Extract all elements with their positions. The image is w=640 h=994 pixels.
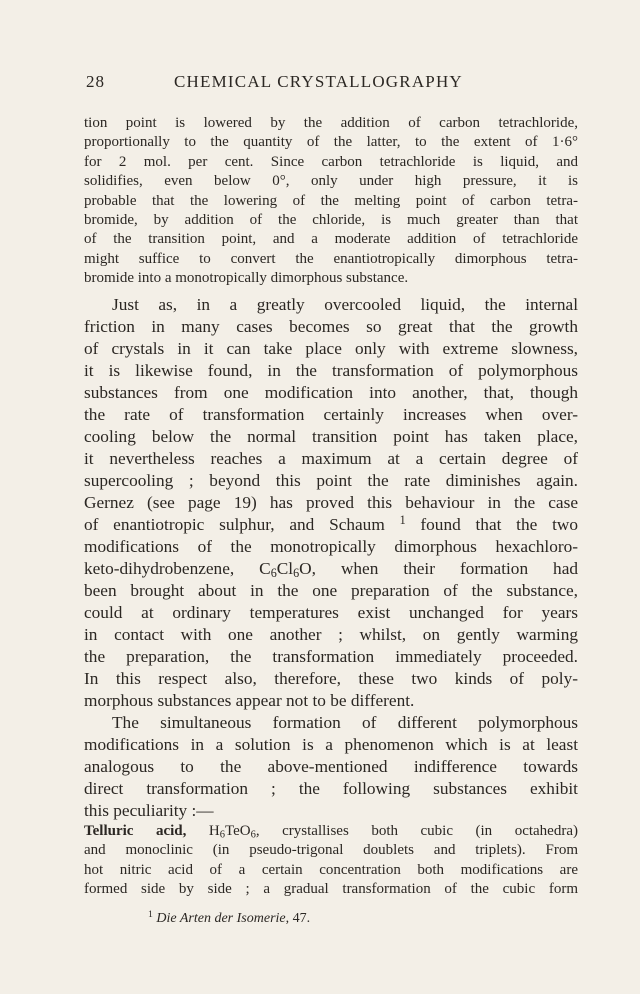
text-line: morphous substances appear not to be different. bbox=[84, 691, 415, 710]
footnote-marker: 1 bbox=[148, 909, 153, 921]
text-line: cooling below the normal transition point has taken place, bbox=[84, 427, 578, 446]
text-line: friction in many cases becomes so great that the growth bbox=[84, 317, 578, 336]
text-line bbox=[84, 514, 578, 536]
page-number: 28 bbox=[86, 72, 105, 91]
text-line: of crystals in it can take place only with extreme slowness, bbox=[84, 339, 578, 358]
text-line bbox=[84, 822, 578, 841]
text-line: hot nitric acid of a certain concentration both modifications are bbox=[84, 861, 578, 878]
footnote-page: , 47. bbox=[285, 911, 311, 926]
text-fragment: of enantiotropic sulphur, and Schaum bbox=[84, 515, 385, 534]
paragraph-continuation bbox=[84, 114, 578, 289]
text-line: it is likewise found, in the transformation of polymorphous bbox=[84, 361, 578, 380]
text-line: modifications of the monotropically dimorphous hexachloro- bbox=[84, 537, 578, 556]
text-line: probable that the lowering of the melting point of carbon tetra- bbox=[84, 192, 578, 209]
text-line: of the transition point, and a moderate addition of tetrachloride bbox=[84, 231, 578, 248]
body-text bbox=[84, 294, 578, 822]
formula-part: O, bbox=[299, 559, 316, 578]
running-title: CHEMICAL CRYSTALLOGRAPHY bbox=[174, 72, 463, 91]
text-line: might suffice to convert the enantiotropically dimorphous tetra- bbox=[84, 250, 578, 267]
text-line: this peculiarity :— bbox=[84, 801, 214, 820]
running-header bbox=[84, 72, 578, 94]
text-line: supercooling ; beyond this point the rate diminishes again. bbox=[84, 471, 578, 490]
text-line: it nevertheless reaches a maximum at a certain degree of bbox=[84, 449, 578, 468]
text-fragment: keto-dihydrobenzene, bbox=[84, 559, 235, 578]
text-line: solidifies, even below 0°, only under high pressure, it is bbox=[84, 173, 578, 190]
text-line: tion point is lowered by the addition of carbon tetrachloride, bbox=[84, 115, 578, 131]
formula-part: 6 bbox=[219, 829, 226, 841]
formula-part: C bbox=[259, 559, 271, 578]
text-line: proportionally to the quantity of the latter, to the extent of 1·6° bbox=[84, 134, 578, 151]
formula-part: 6 bbox=[270, 566, 277, 581]
formula-part: Cl bbox=[276, 559, 294, 578]
substance-entry bbox=[84, 822, 578, 900]
text-line: modifications in a solution is a phenomenon which is at least bbox=[84, 735, 578, 754]
formula-part: H bbox=[208, 823, 220, 839]
text-line bbox=[84, 558, 578, 580]
text-line: bromide, by addition of the chloride, is much greater than that bbox=[84, 212, 578, 229]
text-line: for 2 mol. per cent. Since carbon tetrachloride is liquid, and bbox=[84, 153, 578, 170]
text-line: direct transformation ; the following substances exhibit bbox=[84, 779, 578, 798]
text-line: analogous to the above-mentioned indifference towards bbox=[84, 757, 578, 776]
footnote-title: Die Arten der Isomerie bbox=[156, 911, 286, 926]
footnote-marker: 1 bbox=[399, 512, 406, 527]
formula-part: 6 bbox=[293, 566, 300, 581]
text-line: been brought about in the one preparation of the substance, bbox=[84, 581, 578, 600]
text-line: formed side by side ; a gradual transformation of the cubic form bbox=[84, 881, 578, 898]
footnote bbox=[148, 911, 310, 927]
text-fragment: , crystallises both cubic (in octahedra) bbox=[255, 823, 578, 839]
text-line: substances from one modification into another, that, though bbox=[84, 383, 578, 402]
chemical-formula bbox=[209, 823, 256, 839]
text-fragment: found that the two bbox=[420, 515, 578, 534]
text-fragment: when their formation had bbox=[340, 559, 578, 578]
text-line: in contact with one another ; whilst, on gently warming bbox=[84, 625, 578, 644]
text-line: the preparation, the transformation immediately proceeded. bbox=[84, 647, 578, 666]
text-line: Gernez (see page 19) has proved this behaviour in the case bbox=[84, 493, 578, 512]
text-line: Just as, in a greatly overcooled liquid, the internal bbox=[112, 295, 578, 314]
text-line: The simultaneous formation of different polymorphous bbox=[112, 713, 578, 732]
text-line: In this respect also, therefore, these two kinds of poly- bbox=[84, 669, 578, 688]
text-line: could at ordinary temperatures exist unchanged for years bbox=[84, 603, 578, 622]
text-line: bromide into a monotropically dimorphous substance. bbox=[84, 270, 409, 287]
chemical-formula bbox=[259, 559, 316, 581]
formula-part: 6 bbox=[250, 829, 256, 841]
formula-part: TeO bbox=[225, 823, 251, 839]
substance-name: Telluric acid, bbox=[84, 823, 187, 839]
text-line: and monoclinic (in pseudo-trigonal doublets and triplets). From bbox=[84, 842, 578, 859]
text-line: the rate of transformation certainly increases when over- bbox=[84, 405, 578, 424]
